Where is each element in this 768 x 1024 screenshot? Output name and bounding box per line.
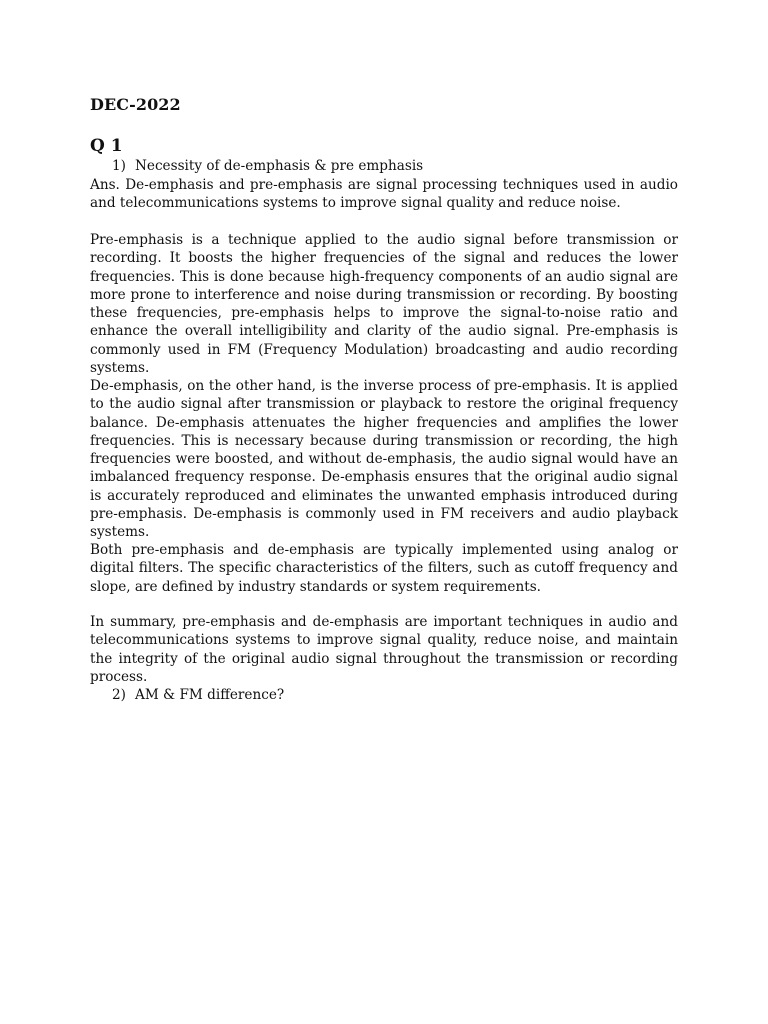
paragraph-filters: Both pre-emphasis and de-emphasis are typically implemented using analog or digital filters. The specific characteristics of the filters, such as cutoff frequency and slope, are defined by industry standards or system requirements.: [90, 542, 678, 595]
question-item-2: [112, 686, 284, 704]
paragraph-pre-emphasis: Pre-emphasis is a technique applied to the audio signal before transmission or recording. It boosts the higher frequencies of the signal and reduces the lower frequencies. This is done because high-frequency components of an audio signal are more prone to interference and noise during transmission or recording. By boosting these frequencies, pre-emphasis helps to improve the signal-to-noise ratio and enhance the overall intelligibility and clarity of the audio signal. Pre-emphasis is commonly used in FM (Frequency Modulation) broadcasting and audio recording systems.: [90, 232, 678, 377]
question-item-2-number: 2): [112, 687, 126, 703]
question-item-2-text: AM & FM difference?: [135, 687, 285, 703]
answer-intro: Ans. De-emphasis and pre-emphasis are signal processing techniques used in audio and telecommunications systems to improve signal quality and reduce noise.: [90, 177, 678, 212]
question-item-1-text: Necessity of de-emphasis & pre emphasis: [135, 158, 424, 174]
question-item-1: [112, 157, 423, 175]
date-heading: DEC-2022: [90, 95, 181, 114]
question-heading: Q 1: [90, 136, 123, 156]
paragraph-summary: In summary, pre-emphasis and de-emphasis are important techniques in audio and telecommunications systems to improve signal quality, reduce noise, and maintain the integrity of the original audio signal throughout the transmission or recording process.: [90, 614, 678, 685]
paragraph-de-emphasis: De-emphasis, on the other hand, is the inverse process of pre-emphasis. It is applied to the audio signal after transmission or playback to restore the original frequency balance. De-emphasis attenuates the higher frequencies and amplifies the lower frequencies. This is necessary because during transmission or recording, the high frequencies were boosted, and without de-emphasis, the audio signal would have an imbalanced frequency response. De-emphasis ensures that the original audio signal is accurately reproduced and eliminates the unwanted emphasis introduced during pre-emphasis. De-emphasis is commonly used in FM receivers and audio playback systems.: [90, 378, 678, 541]
question-item-1-number: 1): [112, 158, 126, 174]
